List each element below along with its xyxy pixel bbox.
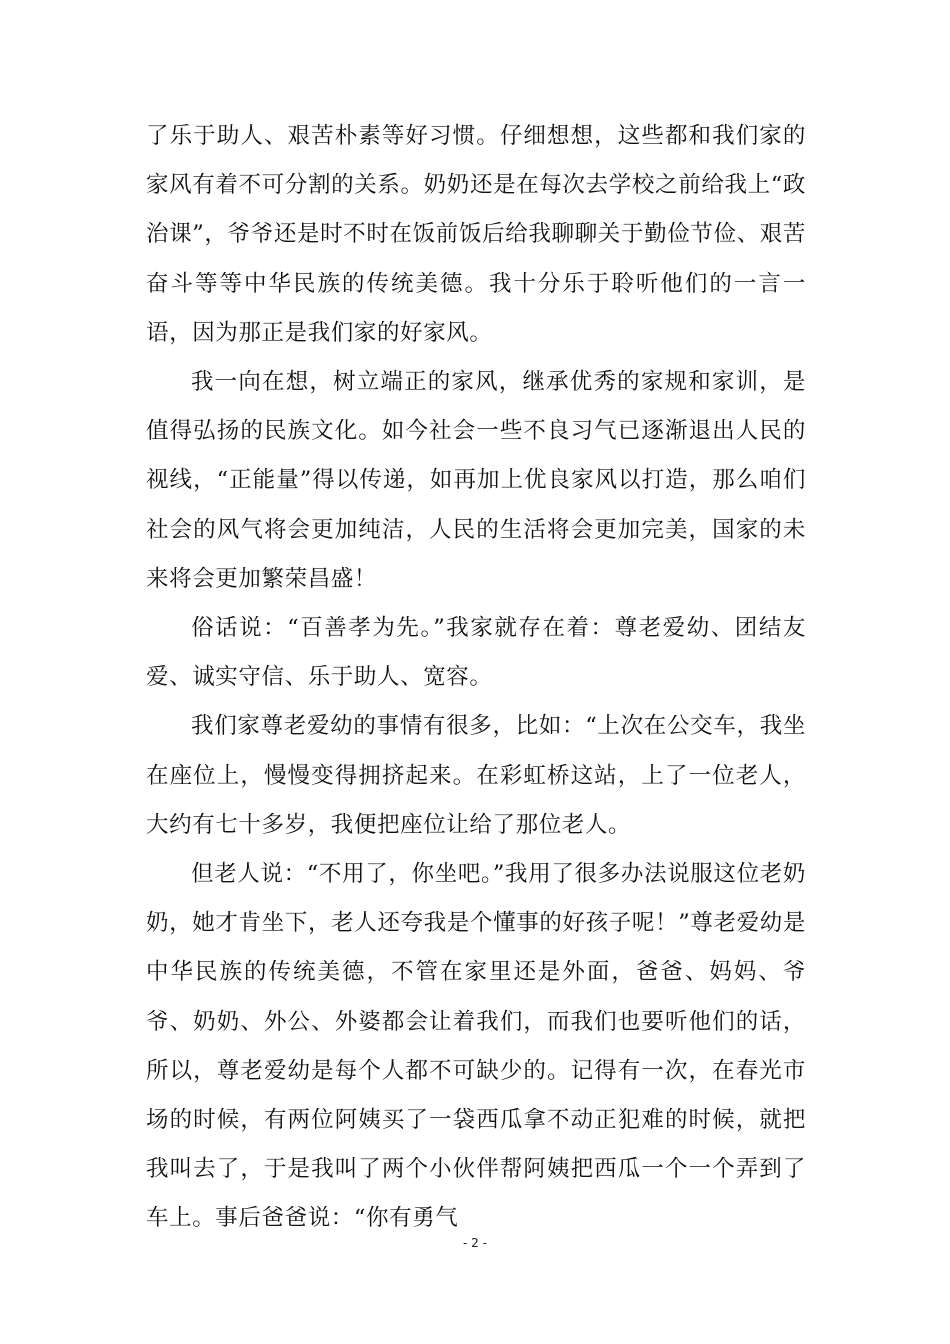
document-body [146, 112, 806, 1244]
paragraph-proverb: 俗话说：“百善孝为先。”我家就存在着：尊老爱幼、团结友爱、诚实守信、乐于助人、宽容。 [146, 615, 806, 691]
paragraph-respect-elders: 但老人说：“不用了，你坐吧。”我用了很多办法说服这位老奶奶，她才肯坐下，老人还夸我是个懂事的好孩子呢！”尊老爱幼是中华民族的传统美德，不管在家里还是外面，爸爸、妈妈、爷爷、奶奶、外公、外婆都会让着我们，而我们也要听他们的话，所以，尊老爱幼是每个人都不可缺少的。记得有一次，在春光市场的时候，有两位阿姨买了一袋西瓜拿不动正犯难的时候，就把我叫去了，于是我叫了两个小伙伴帮阿姨把西瓜一个一个弄到了车上。事后爸爸说：“你有勇气 [146, 861, 806, 1232]
page-number: - 2 - [463, 1236, 487, 1250]
paragraph-family-values: 我一向在想，树立端正的家风，继承优秀的家规和家训，是值得弘扬的民族文化。如今社会一些不良习气已逐渐退出人民的视线，“正能量”得以传递，如再加上优良家风以打造，那么咱们社会的风气将会更加纯洁，人民的生活将会更加完美，国家的未来将会更加繁荣昌盛！ [146, 369, 806, 592]
paragraph-continuation: 了乐于助人、艰苦朴素等好习惯。仔细想想，这些都和我们家的家风有着不可分割的关系。奶奶还是在每次去学校之前给我上“政治课”，爷爷还是时不时在饭前饭后给我聊聊关于勤俭节俭、艰苦奋斗等等中华民族的传统美德。我十分乐于聆听他们的一言一语，因为那正是我们家的好家风。 [146, 123, 806, 346]
paragraph-bus-story: 我们家尊老爱幼的事情有很多，比如：“上次在公交车，我坐在座位上，慢慢变得拥挤起来。在彩虹桥这站，上了一位老人，大约有七十多岁，我便把座位让给了那位老人。 [146, 713, 806, 838]
